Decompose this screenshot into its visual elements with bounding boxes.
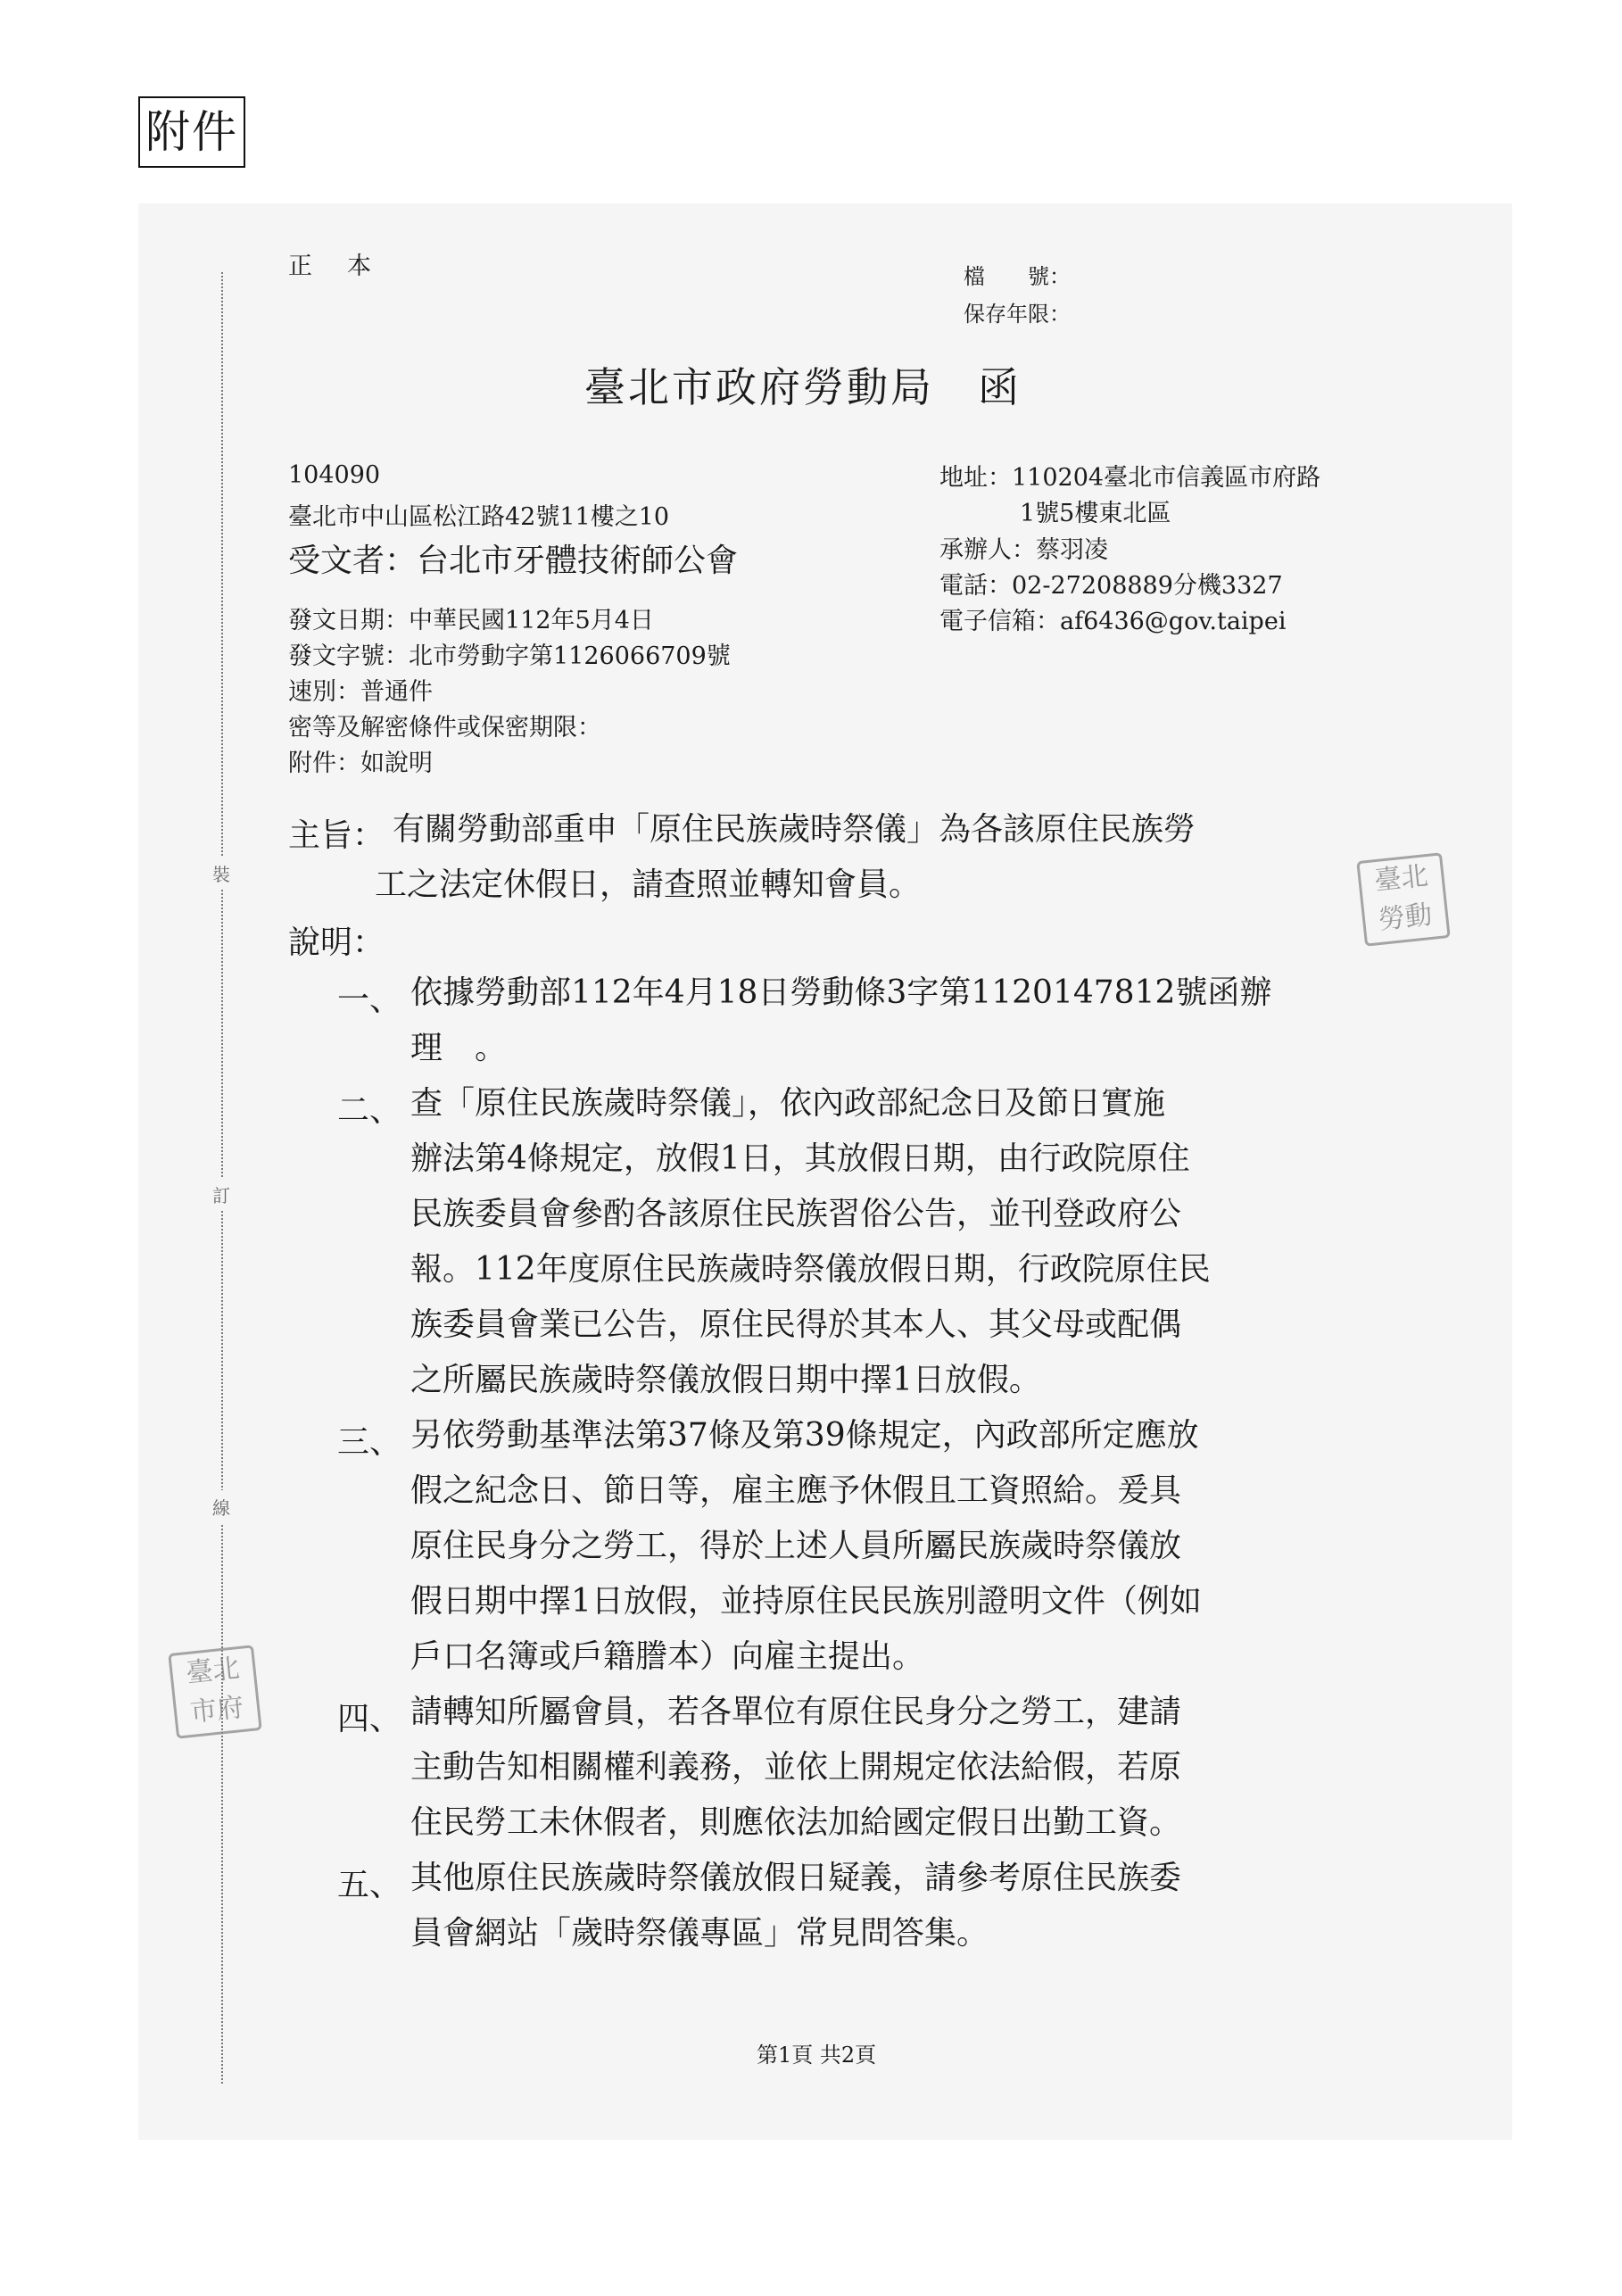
- item-line: 假日期中擇1日放假，並持原住民民族別證明文件（例如: [410, 1583, 1202, 1620]
- item-line: 之所屬民族歲時祭儀放假日期中擇1日放假。: [410, 1362, 1041, 1398]
- item-number: 五、: [337, 1867, 402, 1903]
- item-line: 另依勞動基準法第37條及第39條規定，內政部所定應放: [410, 1417, 1199, 1454]
- explanation-label: 說明：: [288, 924, 385, 961]
- postal-code: 104090: [288, 461, 381, 489]
- email-address: 電子信箱：af6436@gov.taipei: [939, 608, 1287, 635]
- explanation-item-5: [410, 1851, 1181, 1961]
- document-title: 臺北市政府勞動局 函: [584, 363, 1022, 411]
- item-line: 報。112年度原住民族歲時祭儀放假日期，行政院原住民: [410, 1251, 1211, 1288]
- explanation-item-3: [410, 1408, 1202, 1685]
- seal-stamp-city-government: 臺北 市府: [168, 1645, 262, 1739]
- item-line: 戶口名簿或戶籍謄本）向雇主提出。: [410, 1638, 925, 1675]
- issue-date: 發文日期：中華民國112年5月4日: [288, 607, 654, 634]
- item-line: 住民勞工未休假者，則應依法加給國定假日出勤工資。: [410, 1804, 1182, 1841]
- file-number-label: 檔 號：: [964, 264, 1071, 289]
- item-line: 理 。: [410, 1030, 508, 1066]
- item-line: 民族委員會參酌各該原住民族習俗公告，並刊登政府公: [410, 1196, 1182, 1232]
- item-line: 原住民身分之勞工，得於上述人員所屬民族歲時祭儀放: [410, 1528, 1182, 1564]
- sender-address-line2: 1號5樓東北區: [1020, 500, 1171, 527]
- item-line: 員會網站「歲時祭儀專區」常見問答集。: [410, 1915, 989, 1952]
- handler-name: 承辦人：蔡羽凌: [939, 536, 1108, 564]
- item-line: 族委員會業已公告，原住民得於其本人、其父母或配偶: [410, 1306, 1182, 1343]
- speed-class: 速別：普通件: [288, 678, 433, 706]
- copy-type: 正 本: [288, 253, 377, 280]
- phone-number: 電話：02-27208889分機3327: [939, 572, 1283, 600]
- item-line: 查「原住民族歲時祭儀」，依內政部紀念日及節日實施: [410, 1085, 1166, 1122]
- item-line: 請轉知所屬會員，若各單位有原住民身分之勞工，建請: [410, 1694, 1182, 1730]
- explanation-item-2: [410, 1076, 1211, 1408]
- item-number: 一、: [337, 982, 402, 1018]
- fold-mark-xian: 線: [212, 1490, 230, 1523]
- recipient-name: 受文者：台北市牙體技術師公會: [288, 543, 739, 579]
- explanation-item-1: [410, 966, 1271, 1076]
- secrecy-level: 密等及解密條件或保密期限：: [288, 714, 601, 742]
- subject-text: [375, 802, 1196, 913]
- item-line: 辦法第4條規定，放假1日，其放假日期，由行政院原住: [410, 1140, 1190, 1177]
- item-line: 主動告知相關權利義務，並依上開規定依法給假，若原: [410, 1749, 1182, 1786]
- subject-line: 有關勞動部重申「原住民族歲時祭儀」為各該原住民族勞: [393, 811, 1196, 848]
- attachment-note: 附件：如說明: [288, 750, 433, 777]
- attachment-tag: 附件: [138, 96, 245, 168]
- subject-label: 主旨：: [288, 817, 385, 854]
- item-number: 二、: [337, 1092, 402, 1129]
- subject-line: 工之法定休假日，請查照並轉知會員。: [375, 866, 922, 903]
- fold-mark-ding: 訂: [212, 1178, 230, 1211]
- seal-stamp-labor-bureau: 臺北 勞動: [1356, 852, 1451, 947]
- document-number: 發文字號：北市勞動字第1126066709號: [288, 642, 731, 670]
- item-line: 依據勞動部112年4月18日勞動條3字第1120147812號函辦: [410, 974, 1272, 1011]
- explanation-item-4: [410, 1685, 1181, 1851]
- item-number: 四、: [337, 1701, 402, 1737]
- item-line: 其他原住民族歲時祭儀放假日疑義，請參考原住民族委: [410, 1860, 1182, 1896]
- retention-label: 保存年限：: [964, 302, 1071, 327]
- item-line: 假之紀念日、節日等，雇主應予休假且工資照給。爰具: [410, 1472, 1182, 1509]
- item-number: 三、: [337, 1424, 402, 1461]
- recipient-address: 臺北市中山區松江路42號11樓之10: [288, 503, 670, 531]
- sender-address-line1: 地址：110204臺北市信義區市府路: [939, 464, 1321, 492]
- fold-mark-zhuang: 裝: [212, 857, 230, 890]
- page-footer: 第1頁 共2頁: [757, 2043, 877, 2068]
